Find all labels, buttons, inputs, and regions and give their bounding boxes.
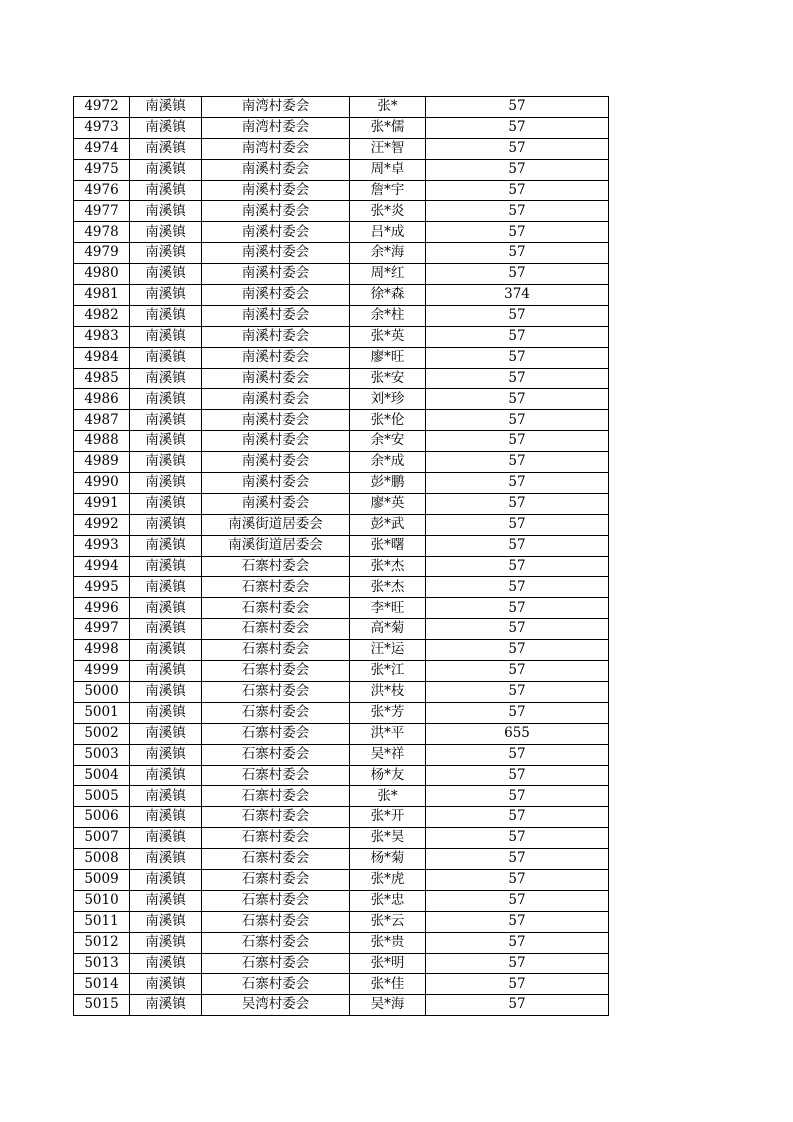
- table-row: [74, 577, 609, 598]
- amount-cell: 57: [426, 953, 609, 974]
- amount-cell: 57: [426, 869, 609, 890]
- village-cell: 吴湾村委会: [202, 995, 350, 1016]
- row-id-cell: 4980: [74, 264, 130, 285]
- town-cell: 南溪镇: [130, 452, 202, 473]
- amount-cell: 57: [426, 849, 609, 870]
- name-cell: 张*贵: [350, 932, 426, 953]
- row-id-cell: 5004: [74, 765, 130, 786]
- amount-cell: 57: [426, 347, 609, 368]
- town-cell: 南溪镇: [130, 138, 202, 159]
- table-row: [74, 452, 609, 473]
- name-cell: 汪*运: [350, 640, 426, 661]
- row-id-cell: 4976: [74, 180, 130, 201]
- town-cell: 南溪镇: [130, 765, 202, 786]
- table-row: [74, 598, 609, 619]
- row-id-cell: 4972: [74, 97, 130, 118]
- town-cell: 南溪镇: [130, 493, 202, 514]
- table-row: [74, 201, 609, 222]
- amount-cell: 57: [426, 201, 609, 222]
- town-cell: 南溪镇: [130, 702, 202, 723]
- town-cell: 南溪镇: [130, 723, 202, 744]
- name-cell: 张*忠: [350, 890, 426, 911]
- table-row: [74, 828, 609, 849]
- town-cell: 南溪镇: [130, 953, 202, 974]
- village-cell: 南湾村委会: [202, 138, 350, 159]
- name-cell: 张*昊: [350, 828, 426, 849]
- table-row: [74, 995, 609, 1016]
- village-cell: 南溪村委会: [202, 264, 350, 285]
- amount-cell: 57: [426, 765, 609, 786]
- table-row: [74, 368, 609, 389]
- amount-cell: 57: [426, 598, 609, 619]
- town-cell: 南溪镇: [130, 243, 202, 264]
- town-cell: 南溪镇: [130, 849, 202, 870]
- amount-cell: 57: [426, 577, 609, 598]
- table-row: [74, 326, 609, 347]
- table-row: [74, 661, 609, 682]
- row-id-cell: 4975: [74, 159, 130, 180]
- amount-cell: 57: [426, 264, 609, 285]
- table-row: [74, 681, 609, 702]
- amount-cell: 57: [426, 828, 609, 849]
- village-cell: 南湾村委会: [202, 117, 350, 138]
- table-row: [74, 535, 609, 556]
- row-id-cell: 4979: [74, 243, 130, 264]
- amount-cell: 57: [426, 514, 609, 535]
- village-cell: 石寨村委会: [202, 556, 350, 577]
- village-cell: 石寨村委会: [202, 702, 350, 723]
- amount-cell: 57: [426, 473, 609, 494]
- village-cell: 南溪村委会: [202, 368, 350, 389]
- name-cell: 詹*宇: [350, 180, 426, 201]
- name-cell: 余*海: [350, 243, 426, 264]
- row-id-cell: 5012: [74, 932, 130, 953]
- row-id-cell: 5008: [74, 849, 130, 870]
- village-cell: 南溪街道居委会: [202, 535, 350, 556]
- town-cell: 南溪镇: [130, 389, 202, 410]
- table-row: [74, 953, 609, 974]
- amount-cell: 57: [426, 640, 609, 661]
- name-cell: 张*虎: [350, 869, 426, 890]
- town-cell: 南溪镇: [130, 159, 202, 180]
- roster-table-body: [74, 97, 609, 1016]
- town-cell: 南溪镇: [130, 305, 202, 326]
- name-cell: 张*明: [350, 953, 426, 974]
- amount-cell: 57: [426, 431, 609, 452]
- name-cell: 吴*海: [350, 995, 426, 1016]
- town-cell: 南溪镇: [130, 431, 202, 452]
- name-cell: 张*江: [350, 661, 426, 682]
- row-id-cell: 4999: [74, 661, 130, 682]
- table-row: [74, 556, 609, 577]
- village-cell: 石寨村委会: [202, 744, 350, 765]
- row-id-cell: 5009: [74, 869, 130, 890]
- amount-cell: 57: [426, 368, 609, 389]
- village-cell: 石寨村委会: [202, 869, 350, 890]
- town-cell: 南溪镇: [130, 619, 202, 640]
- table-row: [74, 117, 609, 138]
- row-id-cell: 5011: [74, 911, 130, 932]
- roster-table: [73, 96, 609, 1016]
- table-row: [74, 305, 609, 326]
- table-row: [74, 786, 609, 807]
- amount-cell: 57: [426, 890, 609, 911]
- amount-cell: 57: [426, 305, 609, 326]
- village-cell: 石寨村委会: [202, 661, 350, 682]
- row-id-cell: 4985: [74, 368, 130, 389]
- row-id-cell: 5015: [74, 995, 130, 1016]
- row-id-cell: 5005: [74, 786, 130, 807]
- name-cell: 徐*森: [350, 285, 426, 306]
- village-cell: 南溪村委会: [202, 326, 350, 347]
- village-cell: 石寨村委会: [202, 849, 350, 870]
- amount-cell: 57: [426, 117, 609, 138]
- town-cell: 南溪镇: [130, 995, 202, 1016]
- town-cell: 南溪镇: [130, 180, 202, 201]
- table-row: [74, 911, 609, 932]
- town-cell: 南溪镇: [130, 869, 202, 890]
- town-cell: 南溪镇: [130, 681, 202, 702]
- village-cell: 石寨村委会: [202, 640, 350, 661]
- town-cell: 南溪镇: [130, 97, 202, 118]
- name-cell: 张*开: [350, 807, 426, 828]
- row-id-cell: 4987: [74, 410, 130, 431]
- name-cell: 吕*成: [350, 222, 426, 243]
- village-cell: 石寨村委会: [202, 828, 350, 849]
- row-id-cell: 4991: [74, 493, 130, 514]
- name-cell: 余*成: [350, 452, 426, 473]
- row-id-cell: 4984: [74, 347, 130, 368]
- table-row: [74, 180, 609, 201]
- town-cell: 南溪镇: [130, 410, 202, 431]
- town-cell: 南溪镇: [130, 473, 202, 494]
- name-cell: 杨*菊: [350, 849, 426, 870]
- amount-cell: 57: [426, 932, 609, 953]
- table-row: [74, 410, 609, 431]
- row-id-cell: 4995: [74, 577, 130, 598]
- row-id-cell: 4996: [74, 598, 130, 619]
- table-row: [74, 765, 609, 786]
- name-cell: 周*卓: [350, 159, 426, 180]
- row-id-cell: 4994: [74, 556, 130, 577]
- name-cell: 张*杰: [350, 556, 426, 577]
- village-cell: 石寨村委会: [202, 619, 350, 640]
- row-id-cell: 5006: [74, 807, 130, 828]
- village-cell: 南溪村委会: [202, 159, 350, 180]
- row-id-cell: 5000: [74, 681, 130, 702]
- row-id-cell: 4981: [74, 285, 130, 306]
- amount-cell: 57: [426, 493, 609, 514]
- row-id-cell: 4973: [74, 117, 130, 138]
- name-cell: 高*菊: [350, 619, 426, 640]
- table-row: [74, 347, 609, 368]
- amount-cell: 57: [426, 661, 609, 682]
- name-cell: 余*安: [350, 431, 426, 452]
- village-cell: 南湾村委会: [202, 97, 350, 118]
- town-cell: 南溪镇: [130, 347, 202, 368]
- row-id-cell: 4974: [74, 138, 130, 159]
- table-row: [74, 723, 609, 744]
- name-cell: 杨*友: [350, 765, 426, 786]
- name-cell: 张*: [350, 97, 426, 118]
- row-id-cell: 4986: [74, 389, 130, 410]
- village-cell: 石寨村委会: [202, 723, 350, 744]
- town-cell: 南溪镇: [130, 264, 202, 285]
- amount-cell: 57: [426, 807, 609, 828]
- amount-cell: 57: [426, 410, 609, 431]
- amount-cell: 57: [426, 159, 609, 180]
- village-cell: 石寨村委会: [202, 932, 350, 953]
- name-cell: 彭*武: [350, 514, 426, 535]
- table-row: [74, 890, 609, 911]
- town-cell: 南溪镇: [130, 932, 202, 953]
- amount-cell: 57: [426, 556, 609, 577]
- table-row: [74, 431, 609, 452]
- village-cell: 石寨村委会: [202, 890, 350, 911]
- village-cell: 石寨村委会: [202, 577, 350, 598]
- row-id-cell: 4993: [74, 535, 130, 556]
- village-cell: 南溪村委会: [202, 285, 350, 306]
- row-id-cell: 5007: [74, 828, 130, 849]
- village-cell: 石寨村委会: [202, 953, 350, 974]
- table-row: [74, 222, 609, 243]
- name-cell: 张*曙: [350, 535, 426, 556]
- amount-cell: 57: [426, 222, 609, 243]
- town-cell: 南溪镇: [130, 744, 202, 765]
- village-cell: 石寨村委会: [202, 598, 350, 619]
- amount-cell: 57: [426, 326, 609, 347]
- table-row: [74, 744, 609, 765]
- village-cell: 南溪街道居委会: [202, 514, 350, 535]
- amount-cell: 57: [426, 974, 609, 995]
- table-row: [74, 702, 609, 723]
- name-cell: 李*旺: [350, 598, 426, 619]
- row-id-cell: 4992: [74, 514, 130, 535]
- name-cell: 吴*祥: [350, 744, 426, 765]
- name-cell: 张*安: [350, 368, 426, 389]
- amount-cell: 57: [426, 681, 609, 702]
- table-row: [74, 807, 609, 828]
- village-cell: 南溪村委会: [202, 473, 350, 494]
- row-id-cell: 5002: [74, 723, 130, 744]
- town-cell: 南溪镇: [130, 890, 202, 911]
- name-cell: 汪*智: [350, 138, 426, 159]
- name-cell: 周*红: [350, 264, 426, 285]
- village-cell: 南溪村委会: [202, 305, 350, 326]
- town-cell: 南溪镇: [130, 577, 202, 598]
- table-row: [74, 243, 609, 264]
- town-cell: 南溪镇: [130, 974, 202, 995]
- town-cell: 南溪镇: [130, 598, 202, 619]
- amount-cell: 57: [426, 535, 609, 556]
- name-cell: 彭*鹏: [350, 473, 426, 494]
- town-cell: 南溪镇: [130, 326, 202, 347]
- row-id-cell: 5013: [74, 953, 130, 974]
- amount-cell: 57: [426, 452, 609, 473]
- name-cell: 洪*枝: [350, 681, 426, 702]
- row-id-cell: 4990: [74, 473, 130, 494]
- table-row: [74, 97, 609, 118]
- town-cell: 南溪镇: [130, 786, 202, 807]
- name-cell: 张*云: [350, 911, 426, 932]
- row-id-cell: 4977: [74, 201, 130, 222]
- row-id-cell: 5003: [74, 744, 130, 765]
- table-row: [74, 285, 609, 306]
- row-id-cell: 4978: [74, 222, 130, 243]
- name-cell: 张*儒: [350, 117, 426, 138]
- amount-cell: 57: [426, 243, 609, 264]
- name-cell: 廖*英: [350, 493, 426, 514]
- table-row: [74, 138, 609, 159]
- table-row: [74, 932, 609, 953]
- table-row: [74, 849, 609, 870]
- town-cell: 南溪镇: [130, 807, 202, 828]
- village-cell: 石寨村委会: [202, 974, 350, 995]
- row-id-cell: 5010: [74, 890, 130, 911]
- village-cell: 南溪村委会: [202, 347, 350, 368]
- village-cell: 南溪村委会: [202, 431, 350, 452]
- amount-cell: 374: [426, 285, 609, 306]
- village-cell: 石寨村委会: [202, 786, 350, 807]
- town-cell: 南溪镇: [130, 535, 202, 556]
- table-row: [74, 493, 609, 514]
- amount-cell: 57: [426, 180, 609, 201]
- amount-cell: 57: [426, 911, 609, 932]
- amount-cell: 655: [426, 723, 609, 744]
- table-row: [74, 974, 609, 995]
- table-row: [74, 264, 609, 285]
- village-cell: 石寨村委会: [202, 807, 350, 828]
- row-id-cell: 4983: [74, 326, 130, 347]
- row-id-cell: 4988: [74, 431, 130, 452]
- amount-cell: 57: [426, 786, 609, 807]
- name-cell: 张*芳: [350, 702, 426, 723]
- name-cell: 张*英: [350, 326, 426, 347]
- name-cell: 张*炎: [350, 201, 426, 222]
- town-cell: 南溪镇: [130, 201, 202, 222]
- name-cell: 刘*珍: [350, 389, 426, 410]
- amount-cell: 57: [426, 995, 609, 1016]
- name-cell: 廖*旺: [350, 347, 426, 368]
- town-cell: 南溪镇: [130, 911, 202, 932]
- row-id-cell: 4982: [74, 305, 130, 326]
- town-cell: 南溪镇: [130, 368, 202, 389]
- row-id-cell: 4989: [74, 452, 130, 473]
- row-id-cell: 4998: [74, 640, 130, 661]
- town-cell: 南溪镇: [130, 661, 202, 682]
- village-cell: 南溪村委会: [202, 222, 350, 243]
- table-row: [74, 640, 609, 661]
- name-cell: 余*柱: [350, 305, 426, 326]
- name-cell: 张*佳: [350, 974, 426, 995]
- amount-cell: 57: [426, 138, 609, 159]
- amount-cell: 57: [426, 702, 609, 723]
- table-row: [74, 514, 609, 535]
- row-id-cell: 5014: [74, 974, 130, 995]
- row-id-cell: 4997: [74, 619, 130, 640]
- table-row: [74, 619, 609, 640]
- village-cell: 南溪村委会: [202, 180, 350, 201]
- table-row: [74, 473, 609, 494]
- town-cell: 南溪镇: [130, 640, 202, 661]
- amount-cell: 57: [426, 619, 609, 640]
- village-cell: 石寨村委会: [202, 765, 350, 786]
- town-cell: 南溪镇: [130, 828, 202, 849]
- table-row: [74, 159, 609, 180]
- town-cell: 南溪镇: [130, 222, 202, 243]
- town-cell: 南溪镇: [130, 117, 202, 138]
- village-cell: 南溪村委会: [202, 410, 350, 431]
- village-cell: 南溪村委会: [202, 201, 350, 222]
- village-cell: 石寨村委会: [202, 681, 350, 702]
- village-cell: 石寨村委会: [202, 911, 350, 932]
- amount-cell: 57: [426, 744, 609, 765]
- amount-cell: 57: [426, 389, 609, 410]
- name-cell: 张*伦: [350, 410, 426, 431]
- village-cell: 南溪村委会: [202, 243, 350, 264]
- amount-cell: 57: [426, 97, 609, 118]
- table-row: [74, 869, 609, 890]
- row-id-cell: 5001: [74, 702, 130, 723]
- town-cell: 南溪镇: [130, 285, 202, 306]
- village-cell: 南溪村委会: [202, 452, 350, 473]
- name-cell: 张*杰: [350, 577, 426, 598]
- town-cell: 南溪镇: [130, 514, 202, 535]
- name-cell: 张*: [350, 786, 426, 807]
- village-cell: 南溪村委会: [202, 389, 350, 410]
- village-cell: 南溪村委会: [202, 493, 350, 514]
- town-cell: 南溪镇: [130, 556, 202, 577]
- name-cell: 洪*平: [350, 723, 426, 744]
- table-row: [74, 389, 609, 410]
